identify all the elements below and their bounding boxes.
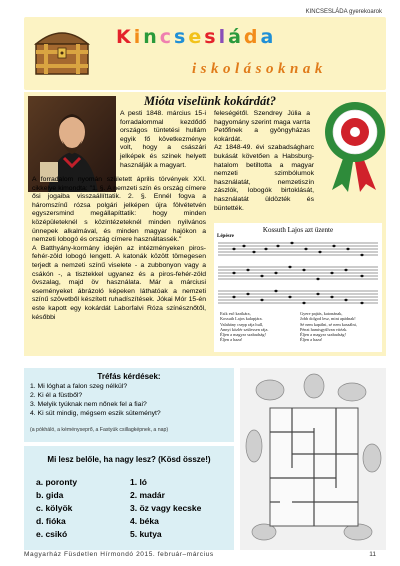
brand-letter: K bbox=[116, 26, 134, 48]
lyrics-left bbox=[220, 311, 268, 343]
riddles-list bbox=[30, 382, 161, 418]
matching-item[interactable]: 3. öz vagy kecske bbox=[130, 503, 202, 513]
matching-item[interactable]: 2. madár bbox=[130, 490, 165, 500]
article-paragraph: A forradalom nyomán született április törvények XXI. cikkelye kimondta: "1. §. A nemzeti szín és ország címere ősi jogaiba visszaállíttatik. 2. §. Ennél fogva a háromszínű rózsa polgári jelképen újra fölvétetvén egyszersmind megállapíttatik: hogy minden középületeknél s közintézeteknél minden nyilvános ünnepek alkalmával, és minden magyar hajókon a nemzeti lobogó és ország címere használtassék." bbox=[32, 176, 206, 244]
header-banner bbox=[24, 17, 386, 90]
brand-letter: e bbox=[188, 26, 205, 48]
article-paragraph: feleségétől. Szendrey Júlia a hagyomány szerint maga varrta Petőfinek a gyöngyházas kokárdát. bbox=[214, 110, 310, 143]
matching-left-list bbox=[36, 476, 77, 541]
lyric-line: Éljen a haza! bbox=[300, 337, 323, 343]
lyric-line: Éljen a magyar szabadság! bbox=[220, 332, 266, 338]
riddle-item: 4. Ki süt mindig, mégsem eszik süteményt? bbox=[30, 410, 161, 417]
brand-letter: l bbox=[218, 26, 229, 48]
song-score bbox=[214, 223, 382, 352]
matching-item[interactable]: a. poronty bbox=[36, 477, 78, 487]
riddles-title: Tréfás kérdések: bbox=[97, 372, 161, 381]
brand-letter: d bbox=[243, 26, 261, 48]
riddles-answers: (a pókháló, a kéményseprő, a Fastyúk csillagképnek, a nap) bbox=[30, 427, 169, 433]
lyric-line: Gyere pajtás, katonának, bbox=[300, 311, 343, 316]
treasure-chest-icon bbox=[30, 20, 94, 78]
lyric-line: Pénzt hamisgyűlvan vitézk. bbox=[300, 326, 348, 332]
song-tempo: Lépésre bbox=[217, 234, 234, 239]
brand-letter: á bbox=[228, 26, 244, 48]
lyric-line: Sé nem kapálni, sé nem kaszálni, bbox=[300, 321, 357, 327]
lyric-line: Éljen a magyar szabadság! bbox=[300, 332, 346, 338]
lyric-line: Esik eső karikára, bbox=[220, 311, 251, 316]
matching-item[interactable]: b. gida bbox=[36, 490, 64, 500]
matching-title: Mi lesz belőle, ha nagy lesz? (Kösd össze!) bbox=[47, 455, 211, 464]
article-paragraph: A Batthyány-kormány idején az intézményeken piros-fehér-zöld lobogó lengett. A katonák között tömegesen terjedt a nemzeti színű viselete - a zubbonyon vagy a csákón -, a tisztekkel ugyanez és a piros-fehér-zöld övszalag, majd öv használata. Már a márciusi eseményeket ábrázoló képeken láthatóak a nemzeti színű szövetből készített ruhadíszítések. Jókai Mór 15-én este kapott egy kokárdát Laborfalvi Róza színésznőtől, későbbi bbox=[32, 244, 206, 321]
matching-item[interactable]: 1. ló bbox=[130, 477, 148, 487]
lyric-line: Valahány csepp rája hull, bbox=[220, 321, 264, 327]
matching-item[interactable]: 4. béka bbox=[130, 516, 159, 526]
brand-letter: s bbox=[174, 26, 189, 48]
riddle-item: 1. Mi lóghat a falon szeg nélkül? bbox=[30, 383, 128, 390]
magazine-subtitle: iskolásoknak bbox=[192, 61, 327, 77]
publication-tag: KINCSESLÁDA gyerekoarok bbox=[305, 9, 382, 15]
matching-item[interactable]: 5. kutya bbox=[130, 529, 162, 539]
brand-letter: s bbox=[204, 26, 219, 48]
matching-box bbox=[24, 446, 234, 550]
riddle-item: 3. Melyik tyúknak nem nőnek fel a fiai? bbox=[30, 401, 147, 408]
matching-item[interactable]: d. fióka bbox=[36, 516, 66, 526]
footer-publication: Magyarház Füsdetlen Hírmondó 2015. február–március bbox=[24, 551, 214, 558]
magazine-title bbox=[116, 26, 276, 48]
page-number: 11 bbox=[369, 551, 376, 558]
riddle-item: 2. Ki él a füstből? bbox=[30, 392, 83, 399]
brand-letter: a bbox=[260, 26, 277, 48]
article-intro: A pesti 1848. március 15-i forradalommal kezdődő országos tüntetési hullám egyik fő következménye volt, hogy a császári jelképek és színek helyett használják a magyart. bbox=[120, 110, 206, 169]
riddles-box bbox=[24, 368, 234, 442]
brand-letter: n bbox=[143, 26, 160, 48]
article-title: Mióta viselünk kokárdát? bbox=[144, 94, 276, 108]
matching-item[interactable]: e. csikó bbox=[36, 529, 68, 539]
matching-right-list bbox=[130, 476, 201, 541]
cockade-image bbox=[320, 98, 390, 194]
song-title: Kossuth Lajos azt üzente bbox=[262, 226, 334, 234]
lyric-line: Annyi közlér szülessen rája. bbox=[220, 326, 269, 332]
maze-puzzle-image bbox=[240, 368, 386, 550]
music-staff bbox=[214, 239, 382, 309]
brand-letter: i bbox=[133, 26, 144, 48]
article-paragraph: Az 1848-49. évi szabadságharc bukását követően a Habsburg-hatalom betiltotta a magyar nemzeti szimbólumok használatát, nemzetiszín zászlók, lobogók birtoklását, használatát üldözték és büntették. bbox=[214, 144, 314, 212]
lyric-line: Éljen a haza! bbox=[220, 337, 243, 343]
article-body bbox=[32, 176, 206, 322]
brand-letter: c bbox=[159, 26, 175, 48]
lyrics-right bbox=[300, 311, 357, 343]
article-panel bbox=[24, 92, 386, 356]
lyric-line: Jobb dolgod lesz, mint apádnak! bbox=[300, 316, 356, 322]
matching-item[interactable]: c. kölyök bbox=[36, 503, 73, 513]
lyric-line: Kossuth Lajos kalapjára. bbox=[220, 316, 263, 322]
